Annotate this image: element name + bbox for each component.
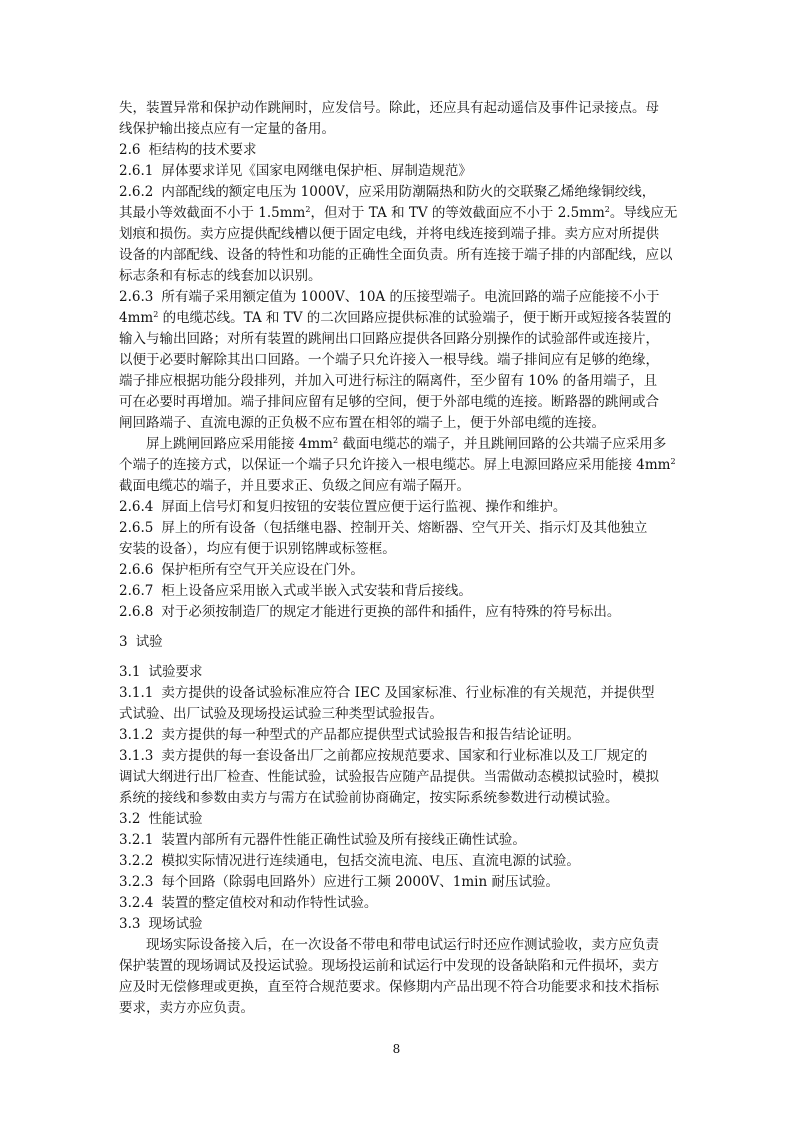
- section-heading-3-2: [119, 809, 675, 830]
- superscript: 2: [153, 310, 159, 319]
- superscript: 2: [604, 205, 610, 214]
- text-run: 屏上跳闸回路应采用能接 4mm: [146, 436, 333, 452]
- clause-2-6-5-line-1: [119, 518, 675, 539]
- text-run: 的电缆芯线。TA 和 TV 的二次回路应提供标准的试验端子，便于断开或短接各装置的: [158, 310, 672, 326]
- clause-number: 3.2.4: [119, 895, 154, 911]
- clause-number: 2.6.4: [119, 499, 154, 515]
- clause-3-1-2: [119, 725, 675, 746]
- section-title: 柜结构的技术要求: [148, 142, 257, 158]
- clause-text: 卖方提供的每一种型式的产品都应提供型式试验报告和报告结论证明。: [161, 727, 580, 743]
- clause-number: 3.2.1: [119, 832, 154, 848]
- field-test-para-line-4: 要求，卖方亦应负责。: [119, 1000, 254, 1016]
- clause-3-1-3-line-3: 系统的接线和参数由卖方与需方在试验前协商确定，按实际系统参数进行动模试验。: [119, 790, 619, 806]
- chapter-heading-3: [119, 632, 675, 653]
- clause-text: 模拟实际情况进行连续通电，包括交流电流、电压、直流电源的试验。: [161, 853, 580, 869]
- screen-para-line-3: 截面电缆芯的端子，并且要求正、负级之间应有端子隔开。: [119, 478, 470, 494]
- superscript: 2: [305, 205, 311, 214]
- section-heading-3-3: [119, 914, 675, 935]
- field-test-para-line-3: 应及时无偿修理或更换，直至符合规范要求。保修期内产品出现不符合功能要求和技术指标: [119, 979, 659, 995]
- clause-2-6-5-line-2: 安装的设备），均应有便于识别铭牌或标签框。: [119, 541, 396, 557]
- clause-text: 屏面上信号灯和复归按钮的安装位置应便于运行监视、操作和维护。: [161, 499, 567, 515]
- text-run: 现场实际设备接入后，在一次设备不带电和带电试运行时还应作测试验收，卖方应负责: [146, 937, 659, 953]
- clause-number: 2.6.7: [119, 583, 154, 599]
- clause-2-6-6: [119, 560, 675, 581]
- section-number: 2.6: [119, 142, 141, 158]
- section-title: 试验: [135, 634, 163, 650]
- section-heading-3-1: [119, 662, 675, 683]
- clause-2-6-1: [119, 161, 675, 182]
- clause-2-6-2-line-4: 设备的内部配线、设备的特性和功能的正确性全面负责。所有连接于端子排的内部配线，应以: [119, 247, 673, 263]
- clause-text: 柜上设备应采用嵌入式或半嵌入式安装和背后接线。: [161, 583, 472, 599]
- intro-line-2: 线保护输出接点应有一定量的备用。: [119, 121, 335, 137]
- clause-3-2-4: [119, 893, 675, 914]
- clause-3-1-3-line-1: [119, 746, 675, 767]
- superscript: 2: [670, 457, 676, 466]
- section-heading-2-6: [119, 140, 675, 161]
- text-run: ，但对于 TA 和 TV 的等效截面应不小于 2.5mm: [310, 205, 605, 221]
- clause-number: 3.1.2: [119, 727, 154, 743]
- clause-2-6-2-line-5: 标志条和有标志的线套加以识别。: [119, 268, 322, 284]
- clause-number: 2.6.3: [119, 289, 154, 305]
- superscript: 2: [332, 436, 339, 445]
- clause-2-6-3-line-4: 以便于必要时解除其出口回路。一个端子只允许接入一根导线。端子排间应有足够的绝缘，: [119, 352, 659, 368]
- section-number: 3: [119, 634, 128, 650]
- section-title: 试验要求: [148, 664, 203, 680]
- section-number: 3.1: [119, 664, 141, 680]
- clause-3-2-3: [119, 872, 675, 893]
- clause-text: 屏体要求详见《国家电网继电保护柜、屏制造规范》: [161, 163, 472, 179]
- clause-number: 2.6.6: [119, 562, 154, 578]
- text-run: 其最小等效截面不小于 1.5mm: [119, 205, 306, 221]
- clause-number: 3.2.3: [119, 874, 154, 890]
- clause-text: 所有端子采用额定值为 1000V、10A 的压接型端子。电流回路的端子应能接不小于: [161, 289, 660, 305]
- intro-line-1: 失，装置异常和保护动作跳闸时，应发信号。除此，还应具有起动遥信及事件记录接点。母: [119, 100, 659, 116]
- clause-2-6-2-line-1: [119, 182, 675, 203]
- text-run: 个端子的连接方式，以保证一个端子只允许接入一根电缆芯。屏上电源回路应采用能接 4mm: [119, 457, 671, 473]
- clause-text: 对于必须按制造厂的规定才能进行更换的部件和插件，应有特殊的符号标出。: [161, 604, 621, 620]
- clause-2-6-2-line-2: [119, 203, 678, 224]
- clause-number: 2.6.1: [119, 163, 154, 179]
- clause-number: 3.1.1: [119, 685, 154, 701]
- text-run: 4mm: [119, 310, 154, 326]
- clause-number: 2.6.2: [119, 184, 154, 200]
- clause-text: 卖方提供的每一套设备出厂之前都应按规范要求、国家和行业标准以及工厂规定的: [161, 748, 648, 764]
- clause-3-1-3-line-2: 调试大纲进行出厂检查、性能试验，试验报告应随产品提供。当需做动态模拟试验时，模拟: [119, 769, 659, 785]
- clause-number: 3.2.2: [119, 853, 154, 869]
- clause-3-1-1-line-1: [119, 683, 675, 704]
- clause-2-6-4: [119, 497, 675, 518]
- clause-text: 保护柜所有空气开关应设在门外。: [161, 562, 364, 578]
- clause-2-6-3-line-5: 端子排应根据功能分段排列，并加入可进行标注的隔离件，至少留有 10% 的备用端子，且: [119, 373, 658, 389]
- clause-2-6-3-line-3: 输入与输出回路；对所有装置的跳闸出口回路应提供各回路分别操作的试验部件或连接片，: [119, 331, 659, 347]
- text-run: 截面电缆芯的端子，并且跳闸回路的公共端子应采用多: [338, 436, 667, 452]
- section-number: 3.3: [119, 916, 141, 932]
- clause-text: 装置的整定值校对和动作特性试验。: [161, 895, 378, 911]
- clause-text: 内部配线的额定电压为 1000V，应采用防潮隔热和防火的交联聚乙烯绝缘铜绞线，: [161, 184, 656, 200]
- clause-number: 2.6.8: [119, 604, 154, 620]
- section-title: 现场试验: [148, 916, 203, 932]
- clause-number: 3.1.3: [119, 748, 154, 764]
- clause-2-6-7: [119, 581, 675, 602]
- clause-text: 卖方提供的设备试验标准应符合 IEC 及国家标准、行业标准的有关规范，并提供型: [161, 685, 655, 701]
- clause-3-1-1-line-2: 式试验、出厂试验及现场投运试验三种类型试验报告。: [119, 706, 443, 722]
- clause-2-6-3-line-2: [119, 308, 675, 329]
- clause-2-6-2-line-3: 划痕和损伤。卖方应提供配线槽以便于固定电线，并将电线连接到端子排。卖方应对所提供: [119, 226, 659, 242]
- clause-2-6-8: [119, 602, 675, 623]
- screen-para-line-1: [119, 434, 675, 455]
- text-run: 。导线应无: [609, 205, 678, 221]
- clause-3-2-2: [119, 851, 675, 872]
- clause-2-6-3-line-7: 闸回路端子、直流电源的正负极不应布置在相邻的端子上，便于外部电缆的连接。: [119, 415, 605, 431]
- field-test-para-line-1: [119, 935, 675, 956]
- section-number: 3.2: [119, 811, 141, 827]
- clause-text: 装置内部所有元器件性能正确性试验及所有接线正确性试验。: [161, 832, 526, 848]
- clause-2-6-3-line-1: [119, 287, 675, 308]
- clause-3-2-1: [119, 830, 675, 851]
- clause-text: 每个回路（除弱电回路外）应进行工频 2000V、1min 耐压试验。: [161, 874, 559, 890]
- section-title: 性能试验: [148, 811, 203, 827]
- page-number: 8: [392, 1042, 401, 1056]
- clause-2-6-3-line-6: 可在必要时再增加。端子排间应留有足够的空间，便于外部电缆的连接。断路器的跳闸或合: [119, 394, 659, 410]
- screen-para-line-2: [119, 455, 675, 476]
- clause-number: 2.6.5: [119, 520, 154, 536]
- clause-text: 屏上的所有设备（包括继电器、控制开关、熔断器、空气开关、指示灯及其他独立: [161, 520, 648, 536]
- field-test-para-line-2: 保护装置的现场调试及投运试验。现场投运前和试运行中发现的设备缺陷和元件损坏，卖方: [119, 958, 659, 974]
